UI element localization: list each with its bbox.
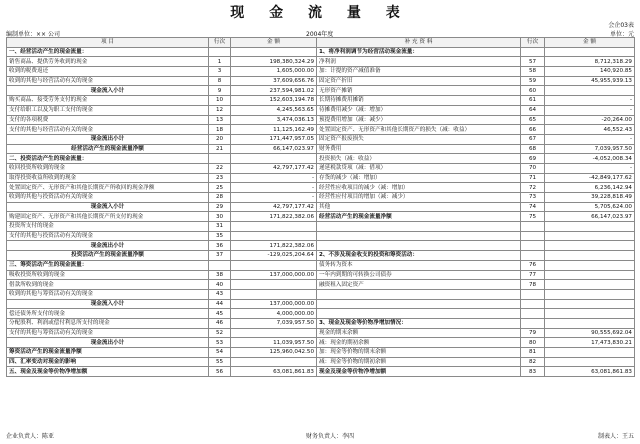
left-item: 投资所支付的现金: [7, 222, 209, 232]
left-amount: [231, 289, 317, 299]
left-amount: [231, 260, 317, 270]
left-item: 四、汇率变动对现金的影响: [7, 357, 209, 367]
left-item: 现金流入小计: [7, 86, 209, 96]
left-amount: -129,025,204.64: [231, 251, 317, 261]
left-amount: 11,125,162.49: [231, 125, 317, 135]
right-item: 1、将净利润调节为经营活动现金流量：: [317, 47, 521, 57]
left-amount: 4,000,000.00: [231, 309, 317, 319]
table-row: [7, 76, 635, 86]
left-item: 购建固定资产、无形资产和其他长期资产所支付的现金: [7, 212, 209, 222]
table-row: [7, 367, 635, 377]
right-line-no: [521, 318, 545, 328]
left-item: 支付的各项税费: [7, 115, 209, 125]
right-amount: [545, 47, 635, 57]
left-line-no: 29: [209, 202, 231, 212]
right-amount: [545, 270, 635, 280]
left-item: 吸收投资所收到的现金: [7, 270, 209, 280]
leader-signature: 企业负责人：陈亚: [6, 433, 55, 440]
right-line-no: 68: [521, 144, 545, 154]
left-item: 处置固定资产、无形资产和其他长期资产所收回的现金净额: [7, 183, 209, 193]
right-amount: -: [545, 163, 635, 173]
left-amount: -: [231, 183, 317, 193]
right-item: [317, 222, 521, 232]
header-supplement: 补 充 资 料: [317, 38, 521, 48]
header-line-no: 行次: [209, 38, 231, 48]
left-line-no: 53: [209, 338, 231, 348]
right-line-no: 69: [521, 154, 545, 164]
left-amount: 237,594,981.02: [231, 86, 317, 96]
right-amount: [545, 241, 635, 251]
header-item: 项 目: [7, 38, 209, 48]
right-line-no: 60: [521, 86, 545, 96]
left-line-no: 9: [209, 86, 231, 96]
left-item: 支付的其他与投资活动有关的现金: [7, 231, 209, 241]
preparer-signature: 制表人：王五: [597, 433, 634, 440]
right-amount: [545, 309, 635, 319]
left-amount: 63,081,861.83: [231, 367, 317, 377]
right-amount: [545, 260, 635, 270]
right-amount: 7,039,957.50: [545, 144, 635, 154]
right-line-no: 80: [521, 338, 545, 348]
left-amount: [231, 280, 317, 290]
right-amount: [545, 289, 635, 299]
left-item: 一、经营活动产生的现金流量：: [7, 47, 209, 57]
right-amount: 46,552.43: [545, 125, 635, 135]
right-item: [317, 289, 521, 299]
header-line-no: 行次: [521, 38, 545, 48]
left-line-no: 43: [209, 289, 231, 299]
table-row: [7, 67, 635, 77]
left-amount: 42,797,177.42: [231, 163, 317, 173]
right-amount: [545, 318, 635, 328]
left-line-no: 38: [209, 270, 231, 280]
table-row: [7, 125, 635, 135]
right-amount: -: [545, 134, 635, 144]
table-row: [7, 357, 635, 367]
right-amount: 63,081,861.83: [545, 367, 635, 377]
header-amount: 金 额: [545, 38, 635, 48]
table-row: [7, 134, 635, 144]
right-amount: 66,147,023.97: [545, 212, 635, 222]
left-line-no: 31: [209, 222, 231, 232]
right-line-no: 64: [521, 105, 545, 115]
right-amount: -42,849,177.62: [545, 173, 635, 183]
left-line-no: 56: [209, 367, 231, 377]
right-line-no: 72: [521, 183, 545, 193]
right-item: 融资租入固定资产: [317, 280, 521, 290]
right-item: 减：现金的期初余额: [317, 338, 521, 348]
right-amount: 8,712,318.29: [545, 57, 635, 67]
left-amount: 42,797,177.42: [231, 202, 317, 212]
left-amount: [231, 328, 317, 338]
right-line-no: [521, 299, 545, 309]
left-item: 现金流出小计: [7, 134, 209, 144]
table-row: [7, 115, 635, 125]
right-line-no: 78: [521, 280, 545, 290]
right-line-no: 82: [521, 357, 545, 367]
right-item: 经营活动产生的现金流量净额: [317, 212, 521, 222]
document-title: 现 金 流 量 表: [230, 5, 410, 21]
right-line-no: [521, 309, 545, 319]
right-line-no: [521, 251, 545, 261]
currency-unit: 单位：元: [609, 31, 634, 38]
right-item: 递延税款贷项（减：借项）: [317, 163, 521, 173]
right-line-no: 76: [521, 260, 545, 270]
left-line-no: 55: [209, 357, 231, 367]
left-line-no: 36: [209, 241, 231, 251]
left-amount: 171,447,957.05: [231, 134, 317, 144]
right-line-no: [521, 241, 545, 251]
right-amount: 39,228,818.49: [545, 193, 635, 203]
left-item: 五、现金及现金等价物净增加额: [7, 367, 209, 377]
left-item: 取得投资收益所收到的现金: [7, 173, 209, 183]
table-row: [7, 105, 635, 115]
left-amount: [231, 222, 317, 232]
left-amount: 66,147,023.97: [231, 144, 317, 154]
right-item: 财务费用: [317, 144, 521, 154]
left-item: 收到的税费返还: [7, 67, 209, 77]
right-amount: [545, 280, 635, 290]
right-item: [317, 231, 521, 241]
left-line-no: 45: [209, 309, 231, 319]
table-row: [7, 241, 635, 251]
left-amount: 171,822,382.06: [231, 212, 317, 222]
right-amount: 90,555,692.04: [545, 328, 635, 338]
right-item: 处置固定资产、无形资产和其他长期资产的损失（减：收益）: [317, 125, 521, 135]
table-row: [7, 57, 635, 67]
left-item: 借款所收到的现金: [7, 280, 209, 290]
table-row: [7, 212, 635, 222]
right-line-no: 61: [521, 96, 545, 106]
finance-signature: 财务负责人：李四: [306, 433, 355, 440]
right-line-no: 65: [521, 115, 545, 125]
right-item: 长期待摊费用摊销: [317, 96, 521, 106]
left-item: 收到的其他与投资活动有关的现金: [7, 193, 209, 203]
left-amount: [231, 231, 317, 241]
left-item: 分配股利、利润或偿付利息所支付的现金: [7, 318, 209, 328]
right-item: 无形资产摊销: [317, 86, 521, 96]
right-amount: 45,955,939.13: [545, 76, 635, 86]
right-item: [317, 309, 521, 319]
table-row: [7, 183, 635, 193]
right-item: 经营性应收项目的减少（减：增加）: [317, 183, 521, 193]
table-row: [7, 299, 635, 309]
left-line-no: 21: [209, 144, 231, 154]
right-line-no: [521, 222, 545, 232]
right-item: 一年内到期的可转换公司债券: [317, 270, 521, 280]
right-line-no: 73: [521, 193, 545, 203]
right-line-no: 71: [521, 173, 545, 183]
right-item: 3、现金及现金等价物净增加情况：: [317, 318, 521, 328]
table-row: [7, 154, 635, 164]
left-item: 收到的其他与筹资活动有关的现金: [7, 289, 209, 299]
left-line-no: 3: [209, 67, 231, 77]
left-line-no: 10: [209, 96, 231, 106]
left-item: 现金流出小计: [7, 241, 209, 251]
right-item: 加：现金等价物的期末余额: [317, 348, 521, 358]
right-amount: [545, 357, 635, 367]
left-item: 收回投资所收到的现金: [7, 163, 209, 173]
table-row: [7, 251, 635, 261]
table-row: [7, 231, 635, 241]
table-row: [7, 270, 635, 280]
left-amount: [231, 47, 317, 57]
right-line-no: 83: [521, 367, 545, 377]
left-item: 经营活动产生的现金流量净额: [7, 144, 209, 154]
table-row: [7, 193, 635, 203]
right-item: 其他: [317, 202, 521, 212]
table-row: [7, 202, 635, 212]
left-line-no: 40: [209, 280, 231, 290]
right-amount: 140,920.85: [545, 67, 635, 77]
left-line-no: 22: [209, 163, 231, 173]
left-item: 支付给职工以及为职工支付的现金: [7, 105, 209, 115]
left-line-no: 44: [209, 299, 231, 309]
right-amount: -20,264.00: [545, 115, 635, 125]
left-line-no: 12: [209, 105, 231, 115]
right-item: 现金及现金等价物净增加额: [317, 367, 521, 377]
right-item: 存货的减少（减：增加）: [317, 173, 521, 183]
left-line-no: 8: [209, 76, 231, 86]
right-line-no: 58: [521, 67, 545, 77]
right-amount: 6,236,142.94: [545, 183, 635, 193]
left-line-no: 25: [209, 183, 231, 193]
table-row: [7, 328, 635, 338]
right-amount: -: [545, 96, 635, 106]
right-line-no: 66: [521, 125, 545, 135]
table-body: [7, 47, 635, 376]
left-amount: 3,474,036.13: [231, 115, 317, 125]
left-amount: [231, 357, 317, 367]
left-amount: -: [231, 173, 317, 183]
left-item: 筹资活动产生的现金流量净额: [7, 348, 209, 358]
right-line-no: 75: [521, 212, 545, 222]
left-amount: 125,960,042.50: [231, 348, 317, 358]
left-line-no: [209, 260, 231, 270]
right-line-no: 59: [521, 76, 545, 86]
left-item: 支付的其他与经营活动有关的现金: [7, 125, 209, 135]
left-amount: 198,380,324.29: [231, 57, 317, 67]
right-line-no: 67: [521, 134, 545, 144]
left-line-no: 1: [209, 57, 231, 67]
left-line-no: 46: [209, 318, 231, 328]
right-item: [317, 299, 521, 309]
left-line-no: 30: [209, 212, 231, 222]
left-item: 现金流入小计: [7, 299, 209, 309]
right-item: 减：现金等价物的期初余额: [317, 357, 521, 367]
right-item: 投资损失（减：收益）: [317, 154, 521, 164]
left-amount: 137,000,000.00: [231, 270, 317, 280]
left-amount: -: [231, 193, 317, 203]
left-item: 购买商品、接受劳务支付的现金: [7, 96, 209, 106]
right-amount: [545, 86, 635, 96]
left-item: 偿还债务所支付的现金: [7, 309, 209, 319]
right-item: 固定资产报废损失: [317, 134, 521, 144]
table-row: [7, 309, 635, 319]
left-amount: [231, 154, 317, 164]
table-header-row: [7, 38, 635, 48]
right-item: 经营性应付项目的增加（减：减少）: [317, 193, 521, 203]
left-line-no: 54: [209, 348, 231, 358]
left-line-no: 13: [209, 115, 231, 125]
right-amount: -: [545, 105, 635, 115]
left-line-no: 23: [209, 173, 231, 183]
right-item: [317, 241, 521, 251]
left-amount: 7,039,957.50: [231, 318, 317, 328]
right-amount: 5,705,624.00: [545, 202, 635, 212]
left-item: 投资活动产生的现金流量净额: [7, 251, 209, 261]
table-row: [7, 348, 635, 358]
left-item: 三、筹资活动产生的现金流量：: [7, 260, 209, 270]
right-line-no: 70: [521, 163, 545, 173]
left-amount: 4,245,563.65: [231, 105, 317, 115]
right-line-no: [521, 47, 545, 57]
right-item: 预提费用增加（减：减少）: [317, 115, 521, 125]
left-item: 现金流出小计: [7, 338, 209, 348]
right-amount: [545, 299, 635, 309]
table-row: [7, 260, 635, 270]
table-row: [7, 222, 635, 232]
left-line-no: [209, 47, 231, 57]
right-amount: [545, 251, 635, 261]
right-line-no: 57: [521, 57, 545, 67]
left-amount: 152,603,194.78: [231, 96, 317, 106]
right-item: 2、不涉及现金收支的投资和筹资活动：: [317, 251, 521, 261]
right-line-no: 79: [521, 328, 545, 338]
left-item: 销售商品、提供劳务收到的现金: [7, 57, 209, 67]
table-row: [7, 96, 635, 106]
left-amount: 11,039,957.50: [231, 338, 317, 348]
table-row: [7, 163, 635, 173]
company-unit: 编制单位：×× 公司: [6, 31, 60, 38]
right-item: 现金的期末余额: [317, 328, 521, 338]
left-line-no: 35: [209, 231, 231, 241]
table-row: [7, 289, 635, 299]
left-line-no: 18: [209, 125, 231, 135]
right-line-no: 77: [521, 270, 545, 280]
left-item: 现金流入小计: [7, 202, 209, 212]
fiscal-year: 2004年度: [306, 31, 334, 38]
table-row: [7, 173, 635, 183]
left-line-no: 20: [209, 134, 231, 144]
right-amount: [545, 348, 635, 358]
table-row: [7, 280, 635, 290]
left-line-no: [209, 154, 231, 164]
left-item: 支付的其他与筹资活动有关的现金: [7, 328, 209, 338]
right-line-no: 74: [521, 202, 545, 212]
left-amount: 37,609,656.76: [231, 76, 317, 86]
left-line-no: 37: [209, 251, 231, 261]
left-item: 二、投资活动产生的现金流量：: [7, 154, 209, 164]
table-row: [7, 47, 635, 57]
left-amount: 1,605,000.00: [231, 67, 317, 77]
table-row: [7, 318, 635, 328]
right-amount: 17,473,830.21: [545, 338, 635, 348]
right-item: 固定资产折旧: [317, 76, 521, 86]
statement-table: [6, 37, 635, 377]
header-amount: 金 额: [231, 38, 317, 48]
right-amount: -4,052,008.34: [545, 154, 635, 164]
left-amount: 137,000,000.00: [231, 299, 317, 309]
right-item: 待摊费用减少（减：增加）: [317, 105, 521, 115]
right-item: 加：计提的资产减值准备: [317, 67, 521, 77]
right-item: 债务转为资本: [317, 260, 521, 270]
table-row: [7, 86, 635, 96]
left-item: 收到的其他与经营活动有关的现金: [7, 76, 209, 86]
right-amount: [545, 222, 635, 232]
table-row: [7, 338, 635, 348]
table-row: [7, 144, 635, 154]
left-amount: 171,822,382.06: [231, 241, 317, 251]
left-line-no: 28: [209, 193, 231, 203]
right-item: 净利润: [317, 57, 521, 67]
right-line-no: [521, 231, 545, 241]
right-line-no: 81: [521, 348, 545, 358]
left-line-no: 52: [209, 328, 231, 338]
right-amount: [545, 231, 635, 241]
right-line-no: [521, 289, 545, 299]
form-number: 会企03表: [608, 22, 634, 29]
